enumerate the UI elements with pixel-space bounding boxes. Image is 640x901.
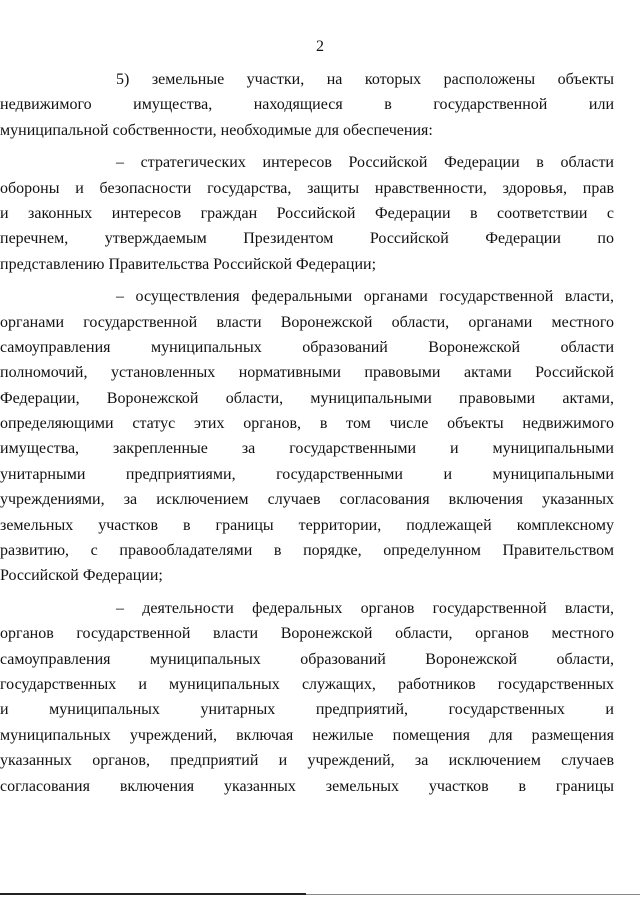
text-line: перечнем, утверждаемым Президентом Российской Федерации по xyxy=(0,230,614,248)
text-line: 5) земельные участки, на которых расположены объекты xyxy=(116,71,614,88)
text-line: самоуправления муниципальных образований Воронежской области xyxy=(0,338,614,356)
footer-rule-thin xyxy=(306,894,640,895)
text-line: земельных участков в границы территории, подлежащей комплексному xyxy=(0,516,614,534)
text-line: согласования включения указанных земельных участков в границы xyxy=(0,777,614,795)
text-line: учреждениями, за исключением случаев согласования включения указанных xyxy=(0,491,614,509)
text-line: муниципальных учреждений, включая нежилые помещения для размещения xyxy=(0,726,614,744)
text-line: органов государственной власти Воронежской области, органов местного xyxy=(0,625,614,643)
text-line: полномочий, установленных нормативными правовыми актами Российской xyxy=(0,364,614,382)
text-line: обороны и безопасности государства, защиты нравственности, здоровья, прав xyxy=(0,179,614,197)
text-line: – деятельности федеральных органов государственной власти, xyxy=(116,599,614,617)
text-line: Российской Федерации; xyxy=(0,567,163,585)
footer-rule xyxy=(0,893,306,895)
text-line: имущества, закрепленные за государственными и муниципальными xyxy=(0,440,614,458)
text-line: муниципальной собственности, необходимые для обеспечения: xyxy=(0,121,433,139)
text-line: развитию, с правообладателями в порядке, определунном Правительством xyxy=(0,542,614,560)
text-line: – стратегических интересов Российской Федерации в области xyxy=(116,154,614,172)
text-line: определяющими статус этих органов, в том числе объекты недвижимого xyxy=(0,415,614,433)
text-line: и муниципальных унитарных предприятий, государственных и xyxy=(0,701,614,719)
text-line: Федерации, Воронежской области, муниципальными правовыми актами, xyxy=(0,389,614,407)
text-line: недвижимого имущества, находящиеся в государственной или xyxy=(0,96,614,114)
text-line: и законных интересов граждан Российской Федерации в соответствии с xyxy=(0,204,614,222)
document-body xyxy=(0,71,614,803)
text-line: указанных органов, предприятий и учреждений, за исключением случаев xyxy=(0,752,614,770)
text-line: органами государственной власти Воронежской области, органами местного xyxy=(0,313,614,331)
text-line: самоуправления муниципальных образований Воронежской области, xyxy=(0,650,614,668)
text-line: представлению Правительства Российской Федерации; xyxy=(0,255,377,273)
page-number: 2 xyxy=(316,38,324,55)
text-line: – осуществления федеральными органами государственной власти, xyxy=(116,288,614,306)
text-line: государственных и муниципальных служащих, работников государственных xyxy=(0,675,614,693)
text-line: унитарными предприятиями, государственными и муниципальными xyxy=(0,465,614,483)
